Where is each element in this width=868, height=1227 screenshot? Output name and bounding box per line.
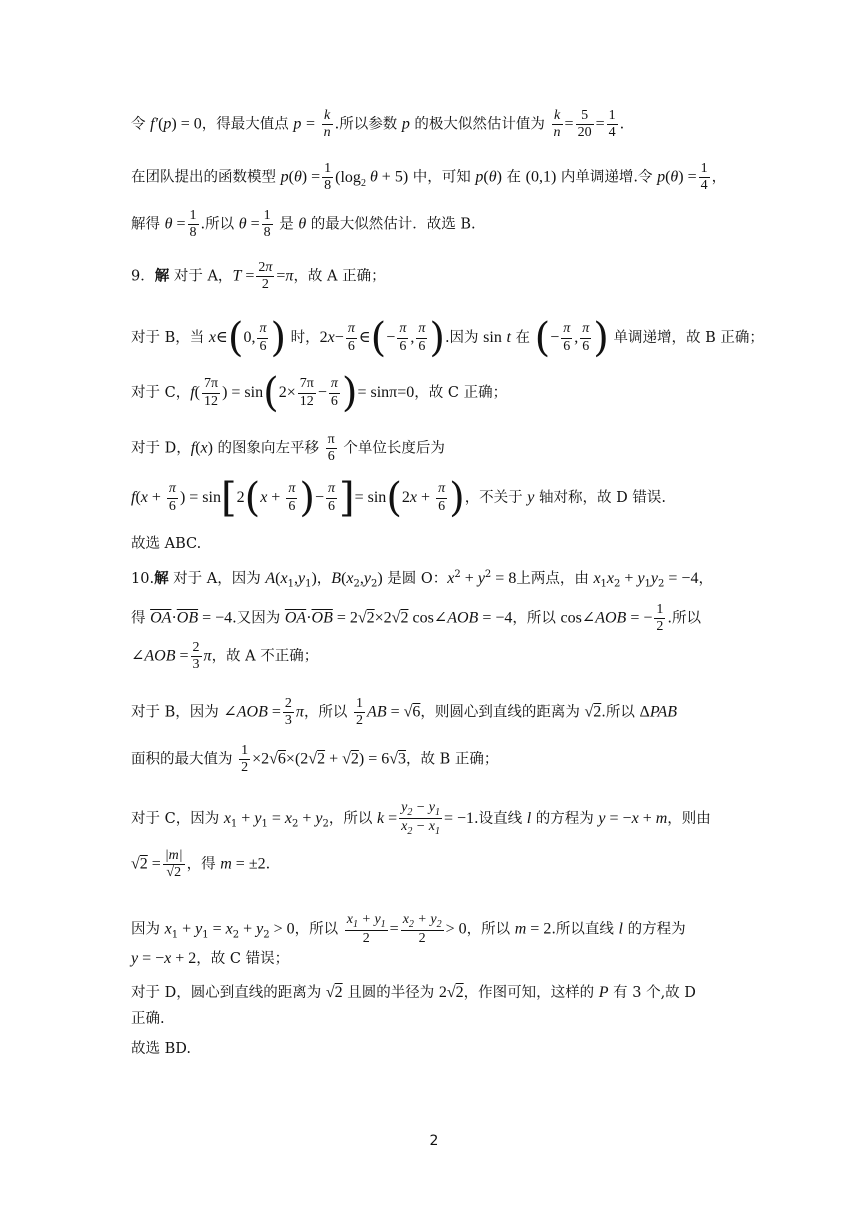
text-line <box>131 1012 165 1027</box>
text: 个单位长度后为 <box>338 440 445 457</box>
text: 的方程为 <box>531 810 599 827</box>
page-number: 2 <box>429 1133 439 1149</box>
text: .所以参数 <box>334 116 402 133</box>
text: . <box>619 116 625 133</box>
text: ，所以 <box>328 810 377 827</box>
text: .因为 <box>444 330 484 346</box>
text: .所以 <box>200 216 239 233</box>
text: ，故 A 不正确； <box>211 648 319 665</box>
text: ，所以 <box>512 610 561 627</box>
text-line: 令 f′(p) = 0，得最大值点 p = $\frac{k}{n}$ .所以参数 p 的极大似然估计值为 $\frac{k}{n}$ = $\frac{5}{20}$ = $\frac{1}{4}$ . <box>131 108 625 141</box>
text: 的最大似然估计．故选 B. <box>306 216 476 233</box>
text: ，作图可知，这样的 <box>463 985 599 1001</box>
text: 正确. <box>131 1011 165 1027</box>
text: ，则由 <box>667 810 711 827</box>
text: ，故 B 正确； <box>406 751 499 768</box>
text: 对于 D，圆心到直线的距离为 <box>131 985 326 1001</box>
text: 面积的最大值为 <box>131 751 238 768</box>
text: 的图象向左平移 <box>212 440 324 457</box>
text-line: 对于 C，f( $\frac{7\pi}{12}$ ) = sin(2× $\frac{7\pi}{12}$ − $\frac{\pi}{6}$ )= sinπ=0，故 C 正确； <box>131 370 508 416</box>
question-number: 9． <box>131 268 155 285</box>
solution-label: 解 <box>154 569 169 587</box>
text: 对于 D， <box>131 440 191 457</box>
text-line: 因为 $x_1 + y_1 = x_2 + y_2 > 0$，所以 $\frac{x_1 + y_1}{2}$ = $\frac{x_2 + y_2}{2}$ > 0，所以 m = 2.所以直线 l 的方程为 <box>131 912 686 947</box>
text: 解得 <box>131 216 165 233</box>
answer-text: 故选 BD. <box>131 1041 191 1057</box>
text: 有 3 个,故 D <box>608 985 696 1001</box>
text: 对于 B，因为 <box>131 704 224 721</box>
text: 且圆的半径为 <box>342 985 439 1001</box>
text: 的极大似然估计值为 <box>409 116 550 133</box>
text: ， <box>316 570 332 587</box>
question-number: 10. <box>131 570 155 587</box>
text-line <box>131 537 201 552</box>
text: 对于 A，因为 <box>168 570 266 587</box>
text: ，得最大值点 <box>201 116 294 133</box>
text-line: 对于 C，因为 $x_1 + y_1 = x_2 + y_2$，所以 k = $\frac{y_2 - y_1}{x_2 - x_1}$ = −1.设直线 l 的方程为 y = −x + m，则由 <box>131 800 711 838</box>
text: ，故 A 正确； <box>293 268 386 285</box>
text-line: 9．解 对于 A，T = $\frac{2\pi}{2}$ =π，故 A 正确； <box>131 260 386 293</box>
text: 轴对称，故 D 错误. <box>534 490 666 506</box>
text-line: y = −x + 2，故 C 错误； <box>131 950 290 967</box>
text-line: 对于 D，f(x) 的图象向左平移 $\frac{\pi}{6}$ 个单位长度后为 <box>131 432 445 465</box>
text-line: f(x + $\frac{\pi}{6}$ ) = sin[2(x + $\frac{\pi}{6}$ )− $\frac{\pi}{6}$ ]= sin(2x + $\frac{\pi}{6}$ )，不关于 y 轴对称，故 D 错误. <box>131 475 666 521</box>
text: ， <box>698 570 713 587</box>
text: 是 <box>274 216 299 233</box>
text: .所以 <box>667 610 701 627</box>
text-line: √2 = $\frac{|m|}{√2}$ ，得 m = ±2. <box>131 848 271 881</box>
text-line: 对于 B，因为 ∠AOB = $\frac{2}{3}$ π，所以 $\frac{1}{2}$ AB = √6，则圆心到直线的距离为 √2.所以 ΔPAB <box>131 696 678 729</box>
text-line <box>131 1042 191 1057</box>
text: ，得 <box>186 856 221 873</box>
text: 因为 <box>131 921 165 938</box>
text: ，则圆心到直线的距离为 <box>420 704 585 721</box>
text-line: 对于 B，当 x∈(0, $\frac{\pi}{6}$ ) 时，2x− $\frac{\pi}{6}$ ∈(− $\frac{\pi}{6}$ , $\frac{\pi}{6}$ ).因为 sin t 在 (− $\frac{\pi}{6}$ , $\frac{\pi}{6}$ ) 单调递增，故 B 正确； <box>131 315 764 361</box>
text-line: 对于 D，圆心到直线的距离为 √2 且圆的半径为 2√2，作图可知，这样的 P 有 3 个,故 D <box>131 984 696 1001</box>
text: 对于 B，当 <box>131 330 209 346</box>
text: 对于 A， <box>169 268 233 285</box>
text: 中，可知 <box>408 169 476 186</box>
text-line: 解得 θ = $\frac{1}{8}$ .所以 θ = $\frac{1}{8}$ 是 θ 的最大似然估计．故选 B. <box>131 208 476 241</box>
text: 是圆 O： <box>382 570 448 587</box>
text: . <box>265 856 271 873</box>
text: ，故 C 错误； <box>196 951 290 967</box>
text: 在 <box>510 330 535 346</box>
text: 的方程为 <box>623 921 686 938</box>
text-line: 10.解 对于 A，因为 $A(x_1,y_1)$，$B(x_2,y_2)$ 是圆 O：$x^2 + y^2 = 8$上两点，由 $x_1x_2 + y_1y_2 = -4$， <box>131 569 713 590</box>
text: 在 <box>501 169 526 186</box>
text: 在团队提出的函数模型 <box>131 169 281 186</box>
answer-text: 故选 ABC. <box>131 536 202 552</box>
text: .设直线 <box>474 810 527 827</box>
text-line: 在团队提出的函数模型 p(θ) = $\frac{1}{8}$ ($\log_2$ θ + 5) 中，可知 p(θ) 在 (0,1) 内单调递增.令 p(θ) = $\frac{1}{4}$ ， <box>131 161 727 194</box>
text-line: 得 $\overline{OA}\cdot\overline{OB} = -4$.又因为 $\overline{OA}\cdot\overline{OB} = 2√2\times 2√2$ cos∠AOB = −4，所以 cos∠AOB = − $\frac{1}{2}$ .所以 <box>131 602 701 635</box>
text: 对于 C，因为 <box>131 810 224 827</box>
text: 时， <box>286 330 320 346</box>
text: ，所以 <box>303 704 353 721</box>
solution-label: 解 <box>154 267 170 285</box>
text: ，故 C 正确； <box>414 385 508 401</box>
text: ，不关于 <box>464 490 528 506</box>
text-line: ∠AOB = $\frac{2}{3}$ π，故 A 不正确； <box>131 640 319 673</box>
text: .所以 <box>601 704 640 721</box>
text: 令 <box>131 116 151 133</box>
text: ， <box>711 169 727 186</box>
text: 得 <box>131 610 151 627</box>
text: .又因为 <box>232 610 285 627</box>
text: 对于 C， <box>131 385 191 401</box>
text: ，所以 <box>466 921 515 938</box>
text: 单调递增，故 B 正确； <box>608 330 764 346</box>
text: ，所以 <box>294 921 343 938</box>
text-line: 面积的最大值为 $\frac{1}{2}$ ×2√6×(2√2 + √2) = 6√3，故 B 正确； <box>131 743 499 776</box>
text: 内单调递增.令 <box>556 169 658 186</box>
text: .所以直线 <box>551 921 619 938</box>
